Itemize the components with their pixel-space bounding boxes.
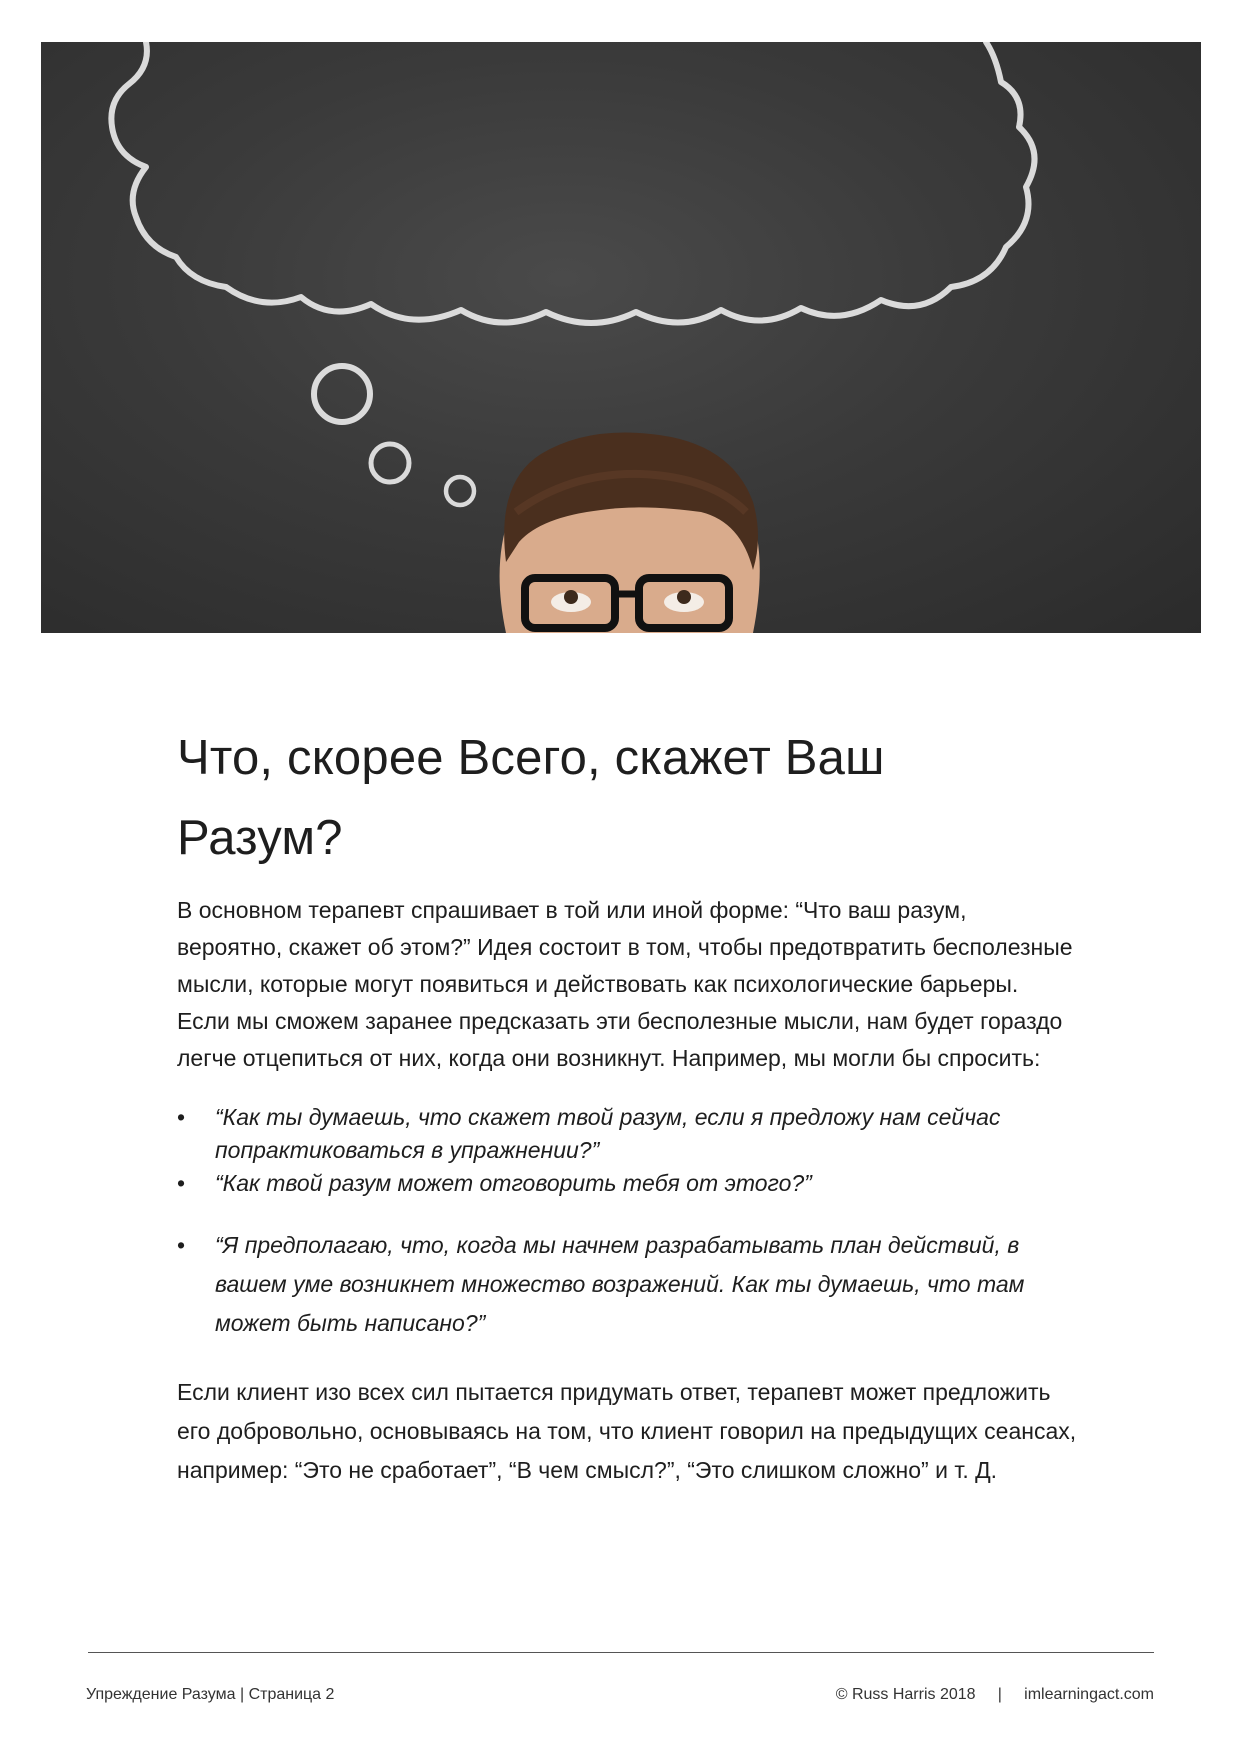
page-title <box>177 718 1077 878</box>
bullet-icon: • <box>177 1104 186 1130</box>
bullet-icon: • <box>177 1232 186 1258</box>
footer-divider <box>88 1652 1154 1653</box>
page-title-line-1: Что, скорее Всего, скажет Ваш <box>177 731 885 785</box>
thought-cloud-icon <box>111 42 1034 323</box>
list-item <box>177 1101 1077 1167</box>
page-title-line-2: Разум? <box>177 811 343 865</box>
thought-bubble-icon <box>314 366 370 422</box>
thinking-person-illustration <box>500 433 760 633</box>
thought-bubble-icon <box>371 444 409 482</box>
closing-paragraph: Если клиент изо всех сил пытается придумать ответ, терапевт может предложить его добровольно, основываясь на том, что клиент говорил на предыдущих сеансах, например: “Это не сработает”, “В чем смысл?”, “Это слишком сложно” и т. Д. <box>177 1379 1077 1483</box>
list-item-text: “Как ты думаешь, что скажет твой разум, если я предложу нам сейчас попрактиковаться в упражнении?” <box>215 1104 1001 1163</box>
list-item <box>177 1226 1077 1343</box>
thought-bubble-icon <box>446 477 474 505</box>
chalkboard-illustration <box>41 42 1201 633</box>
intro-paragraph: В основном терапевт спрашивает в той или иной форме: “Что ваш разум, вероятно, скажет об этом?” Идея состоит в том, чтобы предотвратить бесполезные мысли, которые могут появиться и действовать как психологические барьеры. Если мы сможем заранее предсказать эти бесполезные мысли, нам будет гораздо легче отцепиться от них, когда они возникнут. Например, мы могли бы спросить: <box>177 897 1073 1071</box>
bullet-icon: • <box>177 1170 186 1196</box>
list-item <box>177 1167 1077 1200</box>
footer-copyright: © Russ Harris 2018 | imlearningact.com <box>835 1686 1154 1703</box>
list-item-text: “Как твой разум может отговорить тебя от этого?” <box>215 1170 812 1196</box>
example-questions-list <box>177 1101 1077 1343</box>
main-content <box>177 718 1077 1490</box>
footer-page-label: Упреждение Разума | Страница 2 <box>86 1686 335 1703</box>
hero-image <box>41 42 1201 633</box>
list-item-text: “Я предполагаю, что, когда мы начнем разрабатывать план действий, в вашем уме возникнет множество возражений. Как ты думаешь, что там может быть написано?” <box>215 1232 1025 1336</box>
